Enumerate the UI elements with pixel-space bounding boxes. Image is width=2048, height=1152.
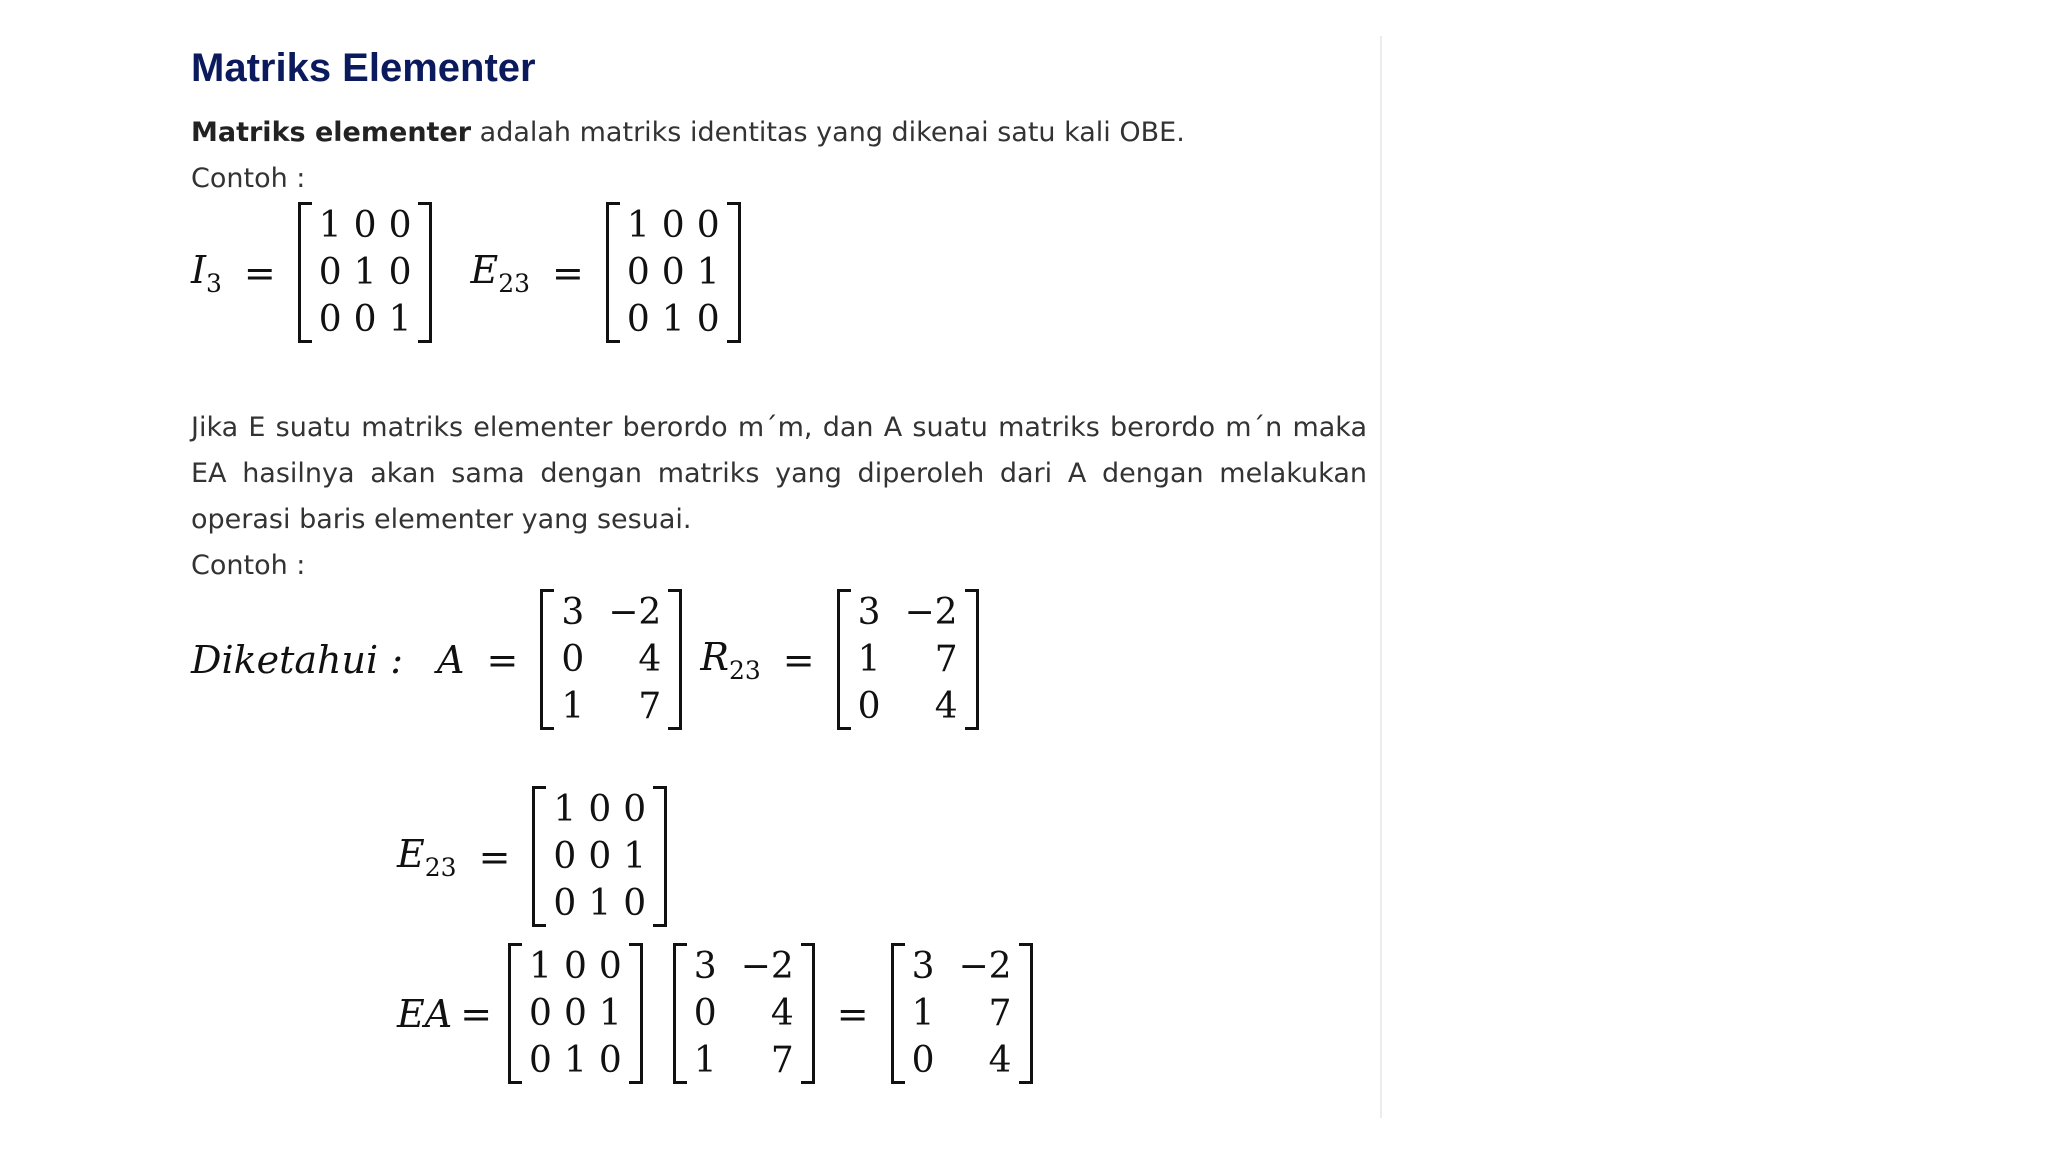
matrix-table xyxy=(852,589,964,730)
matrix-cell: 4 xyxy=(934,686,958,727)
matrix-row xyxy=(555,683,667,730)
matrix-cell: 7 xyxy=(638,686,662,727)
matrix-cell: 0 xyxy=(626,252,650,293)
example1-equations xyxy=(191,202,1367,343)
matrix-cell: −2 xyxy=(958,946,1012,987)
matrix-row xyxy=(555,589,667,636)
matrix-cell: 0 xyxy=(529,993,552,1034)
matrix-table xyxy=(313,202,418,343)
matrix-table xyxy=(523,943,628,1084)
matrix-row xyxy=(852,683,964,730)
e23-label: $E_{23}$ xyxy=(470,247,531,298)
example3-e23 xyxy=(397,786,1367,927)
matrix-cell: 3 xyxy=(693,946,717,987)
matrix-cell: 0 xyxy=(561,639,585,680)
matrix-cell: 0 xyxy=(696,299,720,340)
theorem-paragraph: Jika E suatu matriks elementer berordo m´m, dan A suatu matriks berordo m´n maka EA hasilnya akan sama dengan matriks yang diperoleh dari A dengan melakukan operasi baris elementer yang sesuai. xyxy=(191,412,1367,535)
matrix-cell: 1 xyxy=(911,993,935,1034)
matrix-cell: 0 xyxy=(911,1040,935,1081)
equals-sign: = xyxy=(486,637,519,682)
content-sidebar-divider xyxy=(1380,36,1382,1118)
matrix-e23 xyxy=(606,202,741,343)
matrix-table xyxy=(688,943,800,1084)
matrix-cell: 0 xyxy=(623,883,647,924)
matrix-table xyxy=(555,589,667,730)
matrix-cell: 1 xyxy=(623,836,647,877)
matrix-row xyxy=(906,990,1018,1037)
e23-label-2: $E_{23}$ xyxy=(397,831,457,882)
matrix-table xyxy=(621,202,726,343)
matrix-cell: 3 xyxy=(561,592,585,633)
matrix-row xyxy=(906,943,1018,990)
matrix-cell: 1 xyxy=(529,946,552,987)
matrix-result xyxy=(891,943,1033,1084)
matrix-cell: 1 xyxy=(588,883,612,924)
matrix-row xyxy=(621,202,726,249)
example2-equations xyxy=(191,589,1367,730)
matrix-cell: 1 xyxy=(598,993,622,1034)
matrix-i3 xyxy=(298,202,433,343)
matrix-cell: 1 xyxy=(561,686,585,727)
matrix-cell: 0 xyxy=(318,252,342,293)
intro-rest: adalah matriks identitas yang dikenai satu kali OBE. xyxy=(471,117,1185,148)
matrix-cell: 3 xyxy=(857,592,881,633)
matrix-cell: 1 xyxy=(563,1040,587,1081)
matrix-row xyxy=(547,833,652,880)
equals-sign: = xyxy=(782,637,815,682)
matrix-cell: 0 xyxy=(353,205,377,246)
matrix-cell: 1 xyxy=(696,252,720,293)
matrix-cell: 1 xyxy=(626,205,650,246)
matrix-cell: 4 xyxy=(638,639,662,680)
matrix-row xyxy=(547,880,652,927)
matrix-row xyxy=(523,943,628,990)
matrix-row xyxy=(313,296,418,343)
matrix-row xyxy=(547,786,652,833)
matrix-cell: 0 xyxy=(563,946,587,987)
matrix-cell: 4 xyxy=(988,1040,1012,1081)
matrix-cell: 0 xyxy=(318,299,342,340)
matrix-row xyxy=(688,943,800,990)
equals-sign: = xyxy=(552,250,584,295)
matrix-cell: 0 xyxy=(598,1040,622,1081)
matrix-cell: 1 xyxy=(353,252,377,293)
matrix-e23-2 xyxy=(532,786,667,927)
matrix-row xyxy=(621,296,726,343)
matrix-cell: 7 xyxy=(988,993,1012,1034)
matrix-r23 xyxy=(837,589,979,730)
matrix-e xyxy=(508,943,643,1084)
equals-sign: = xyxy=(460,991,493,1036)
matrix-row xyxy=(523,990,628,1037)
matrix-cell: 1 xyxy=(693,1040,717,1081)
r23-label: $R_{23}$ xyxy=(700,634,761,685)
matrix-row xyxy=(555,636,667,683)
matrix-cell: 0 xyxy=(353,299,377,340)
matrix-row xyxy=(313,202,418,249)
matrix-cell: 0 xyxy=(693,993,717,1034)
ea-label: EA xyxy=(397,991,453,1036)
diketahui-label: Diketahui : xyxy=(191,637,404,682)
matrix-cell: 0 xyxy=(388,252,412,293)
matrix-cell: 0 xyxy=(588,836,612,877)
page-title: Matriks Elementer xyxy=(191,46,536,90)
matrix-row xyxy=(523,1037,628,1084)
matrix-cell: 0 xyxy=(598,946,622,987)
matrix-cell: 4 xyxy=(770,993,794,1034)
contoh-label-2: Contoh : xyxy=(191,550,306,581)
intro-term: Matriks elementer xyxy=(191,117,472,148)
intro-paragraph xyxy=(191,110,1367,156)
a-label: A xyxy=(437,637,465,682)
matrix-cell: 0 xyxy=(626,299,650,340)
matrix-cell: 7 xyxy=(934,639,958,680)
matrix-cell: 1 xyxy=(318,205,342,246)
matrix-row xyxy=(906,1037,1018,1084)
matrix-row xyxy=(852,636,964,683)
matrix-a-2 xyxy=(673,943,815,1084)
matrix-row xyxy=(621,249,726,296)
equals-sign: = xyxy=(243,250,276,295)
matrix-cell: 0 xyxy=(623,789,647,830)
matrix-cell: 7 xyxy=(770,1040,794,1081)
matrix-cell: 0 xyxy=(696,205,720,246)
equals-sign: = xyxy=(478,834,511,879)
matrix-row xyxy=(688,990,800,1037)
matrix-cell: 3 xyxy=(911,946,935,987)
matrix-row xyxy=(852,589,964,636)
matrix-cell: 1 xyxy=(857,639,881,680)
matrix-cell: 0 xyxy=(553,836,577,877)
matrix-row xyxy=(313,249,418,296)
matrix-cell: 1 xyxy=(661,299,685,340)
matrix-cell: 0 xyxy=(553,883,577,924)
equals-sign: = xyxy=(836,991,869,1036)
matrix-cell: −2 xyxy=(740,946,794,987)
matrix-cell: 1 xyxy=(553,789,577,830)
matrix-cell: −2 xyxy=(904,592,958,633)
matrix-row xyxy=(688,1037,800,1084)
matrix-table xyxy=(547,786,652,927)
matrix-a xyxy=(540,589,682,730)
matrix-cell: 0 xyxy=(529,1040,552,1081)
matrix-cell: 0 xyxy=(661,205,685,246)
matrix-cell: 0 xyxy=(563,993,587,1034)
matrix-cell: 0 xyxy=(388,205,412,246)
matrix-cell: 0 xyxy=(661,252,685,293)
matrix-cell: 1 xyxy=(388,299,412,340)
example3-product xyxy=(397,943,1367,1084)
matrix-table xyxy=(906,943,1018,1084)
matrix-cell: 0 xyxy=(857,686,881,727)
matrix-cell: −2 xyxy=(608,592,662,633)
matrix-cell: 0 xyxy=(588,789,612,830)
i3-label: $I_3$ xyxy=(191,247,222,298)
contoh-label-1: Contoh : xyxy=(191,163,306,194)
article xyxy=(191,38,1367,1084)
